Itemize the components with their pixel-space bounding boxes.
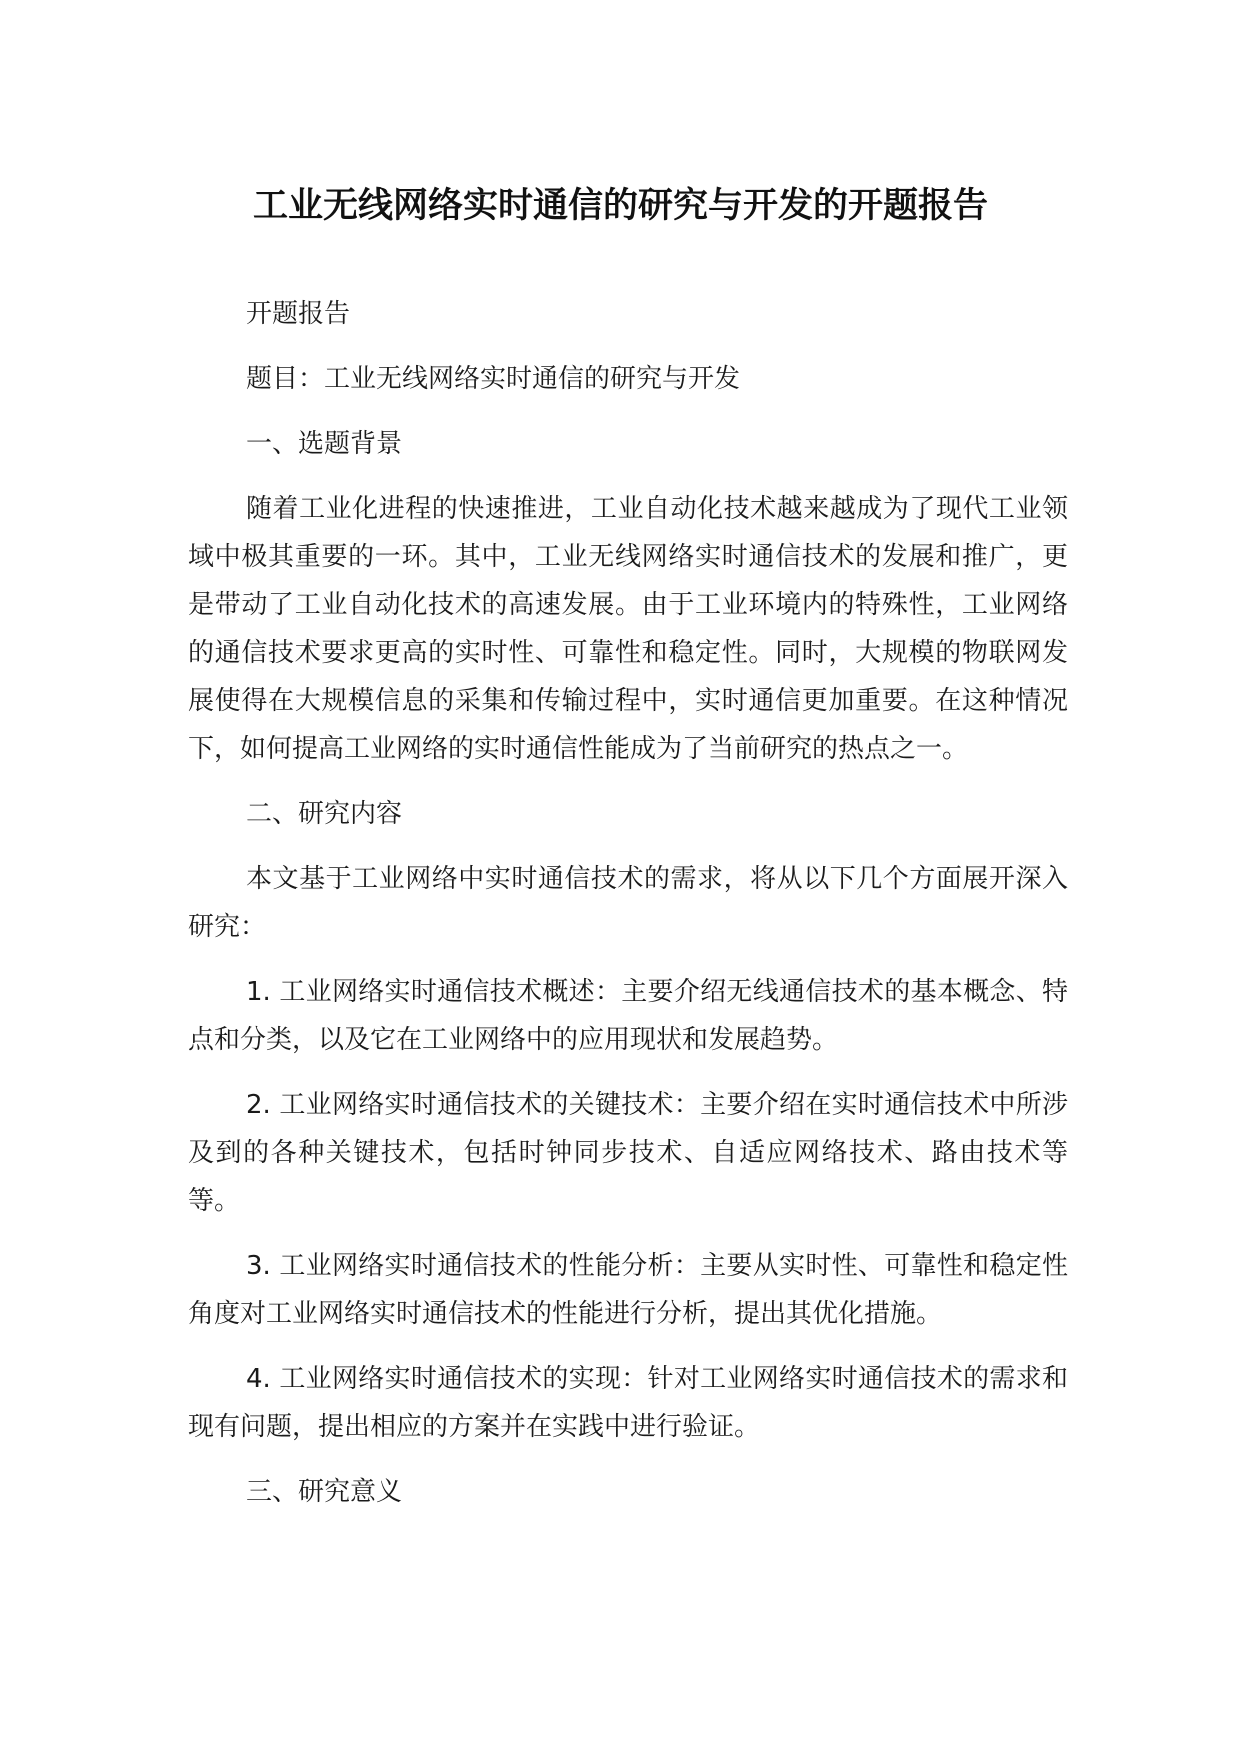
list-item-2: 2. 工业网络实时通信技术的关键技术：主要介绍在实时通信技术中所涉及到的各种关键技术，包括时钟同步技术、自适应网络技术、路由技术等等。 [188, 1090, 1068, 1216]
paragraph-report-label: 开题报告 [246, 299, 351, 329]
list-item-1: 1. 工业网络实时通信技术概述：主要介绍无线通信技术的基本概念、特点和分类，以及它在工业网络中的应用现状和发展趋势。 [188, 977, 1068, 1055]
section-heading-content: 二、研究内容 [246, 799, 403, 829]
document-body [188, 290, 1068, 1533]
section-heading-significance: 三、研究意义 [246, 1477, 403, 1507]
paragraph-content-intro: 本文基于工业网络中实时通信技术的需求，将从以下几个方面展开深入研究： [188, 864, 1068, 942]
list-item-3: 3. 工业网络实时通信技术的性能分析：主要从实时性、可靠性和稳定性角度对工业网络实时通信技术的性能进行分析，提出其优化措施。 [188, 1251, 1068, 1329]
list-item-4: 4. 工业网络实时通信技术的实现：针对工业网络实时通信技术的需求和现有问题，提出相应的方案并在实践中进行验证。 [188, 1364, 1068, 1442]
paragraph-topic: 题目：工业无线网络实时通信的研究与开发 [246, 364, 741, 394]
document-title: 工业无线网络实时通信的研究与开发的开题报告 [252, 186, 988, 226]
section-heading-background: 一、选题背景 [246, 429, 403, 459]
paragraph-background: 随着工业化进程的快速推进，工业自动化技术越来越成为了现代工业领域中极其重要的一环。其中，工业无线网络实时通信技术的发展和推广，更是带动了工业自动化技术的高速发展。由于工业环境内的特殊性，工业网络的通信技术要求更高的实时性、可靠性和稳定性。同时，大规模的物联网发展使得在大规模信息的采集和传输过程中，实时通信更加重要。在这种情况下，如何提高工业网络的实时通信性能成为了当前研究的热点之一。 [188, 494, 1068, 764]
